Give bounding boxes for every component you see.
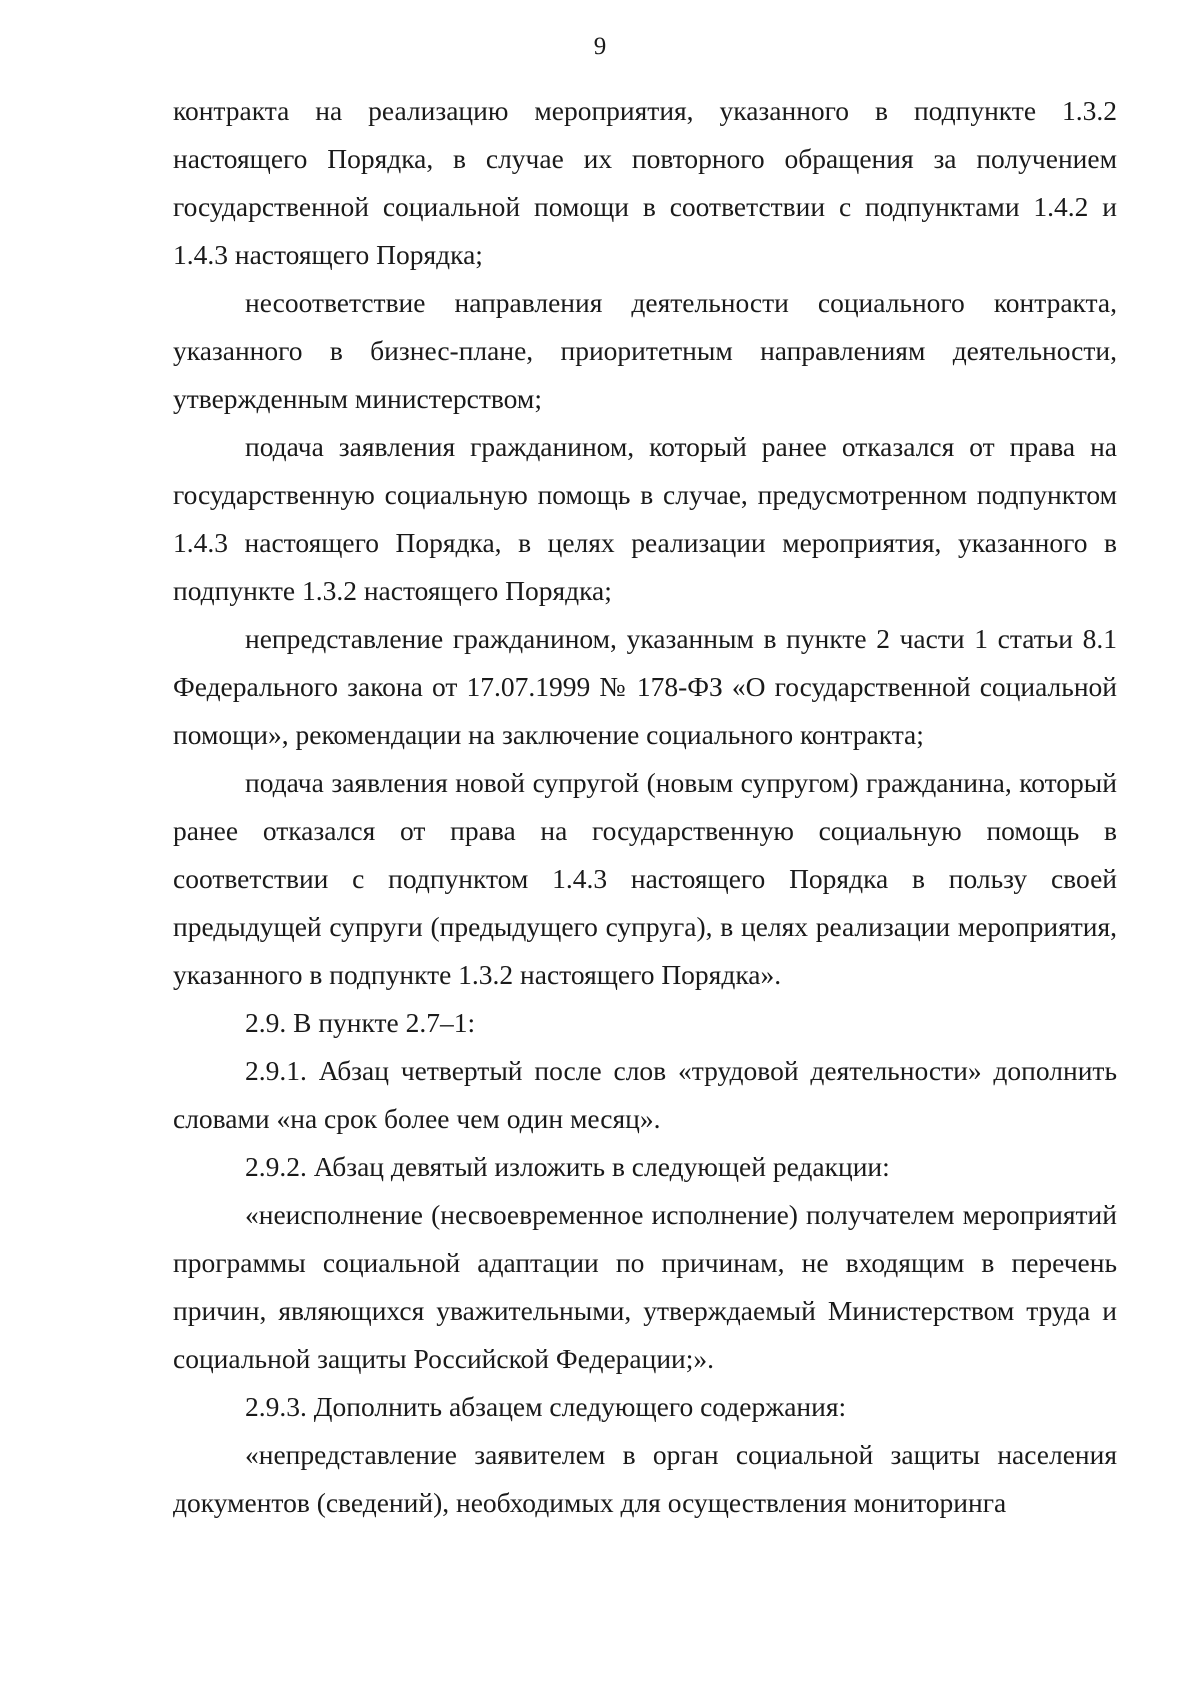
- paragraph: 2.9.1. Абзац четвертый после слов «трудовой деятельности» дополнить словами «на срок более чем один месяц».: [173, 1055, 1117, 1134]
- document-body: [173, 87, 1117, 1527]
- paragraph: 2.9.3. Дополнить абзацем следующего содержания:: [245, 1391, 847, 1422]
- paragraph: «неисполнение (несвоевременное исполнение) получателем мероприятий программы социальной адаптации по причинам, не входящим в перечень причин, являющихся уважительными, утверждаемый Министерством труда и социальной защиты Российской Федерации;».: [173, 1199, 1117, 1374]
- paragraph: «непредставление заявителем в орган социальной защиты населения документов (сведений), необходимых для осуществления мониторинга: [173, 1439, 1117, 1518]
- page-number: 9: [593, 33, 607, 60]
- paragraph: 2.9.2. Абзац девятый изложить в следующей редакции:: [245, 1151, 890, 1182]
- paragraph: подача заявления гражданином, который ранее отказался от права на государственную социальную помощь в случае, предусмотренном подпунктом 1.4.3 настоящего Порядка, в целях реализации мероприятия, указанного в подпункте 1.3.2 настоящего Порядка;: [173, 431, 1117, 606]
- paragraph: контракта на реализацию мероприятия, указанного в подпункте 1.3.2 настоящего Порядка, в случае их повторного обращения за получением государственной социальной помощи в соответствии с подпунктами 1.4.2 и 1.4.3 настоящего Порядка;: [173, 95, 1117, 270]
- paragraph: непредставление гражданином, указанным в пункте 2 части 1 статьи 8.1 Федерального закона от 17.07.1999 № 178-ФЗ «О государственной социальной помощи», рекомендации на заключение социального контракта;: [173, 623, 1117, 750]
- paragraph: 2.9. В пункте 2.7–1:: [245, 1007, 476, 1038]
- paragraph: подача заявления новой супругой (новым супругом) гражданина, который ранее отказался от права на государственную социальную помощь в соответствии с подпунктом 1.4.3 настоящего Порядка в пользу своей предыдущей супруги (предыдущего супруга), в целях реализации мероприятия, указанного в подпункте 1.3.2 настоящего Порядка».: [173, 767, 1117, 990]
- paragraph: несоответствие направления деятельности социального контракта, указанного в бизнес-плане, приоритетным направлениям деятельности, утвержденным министерством;: [173, 287, 1117, 414]
